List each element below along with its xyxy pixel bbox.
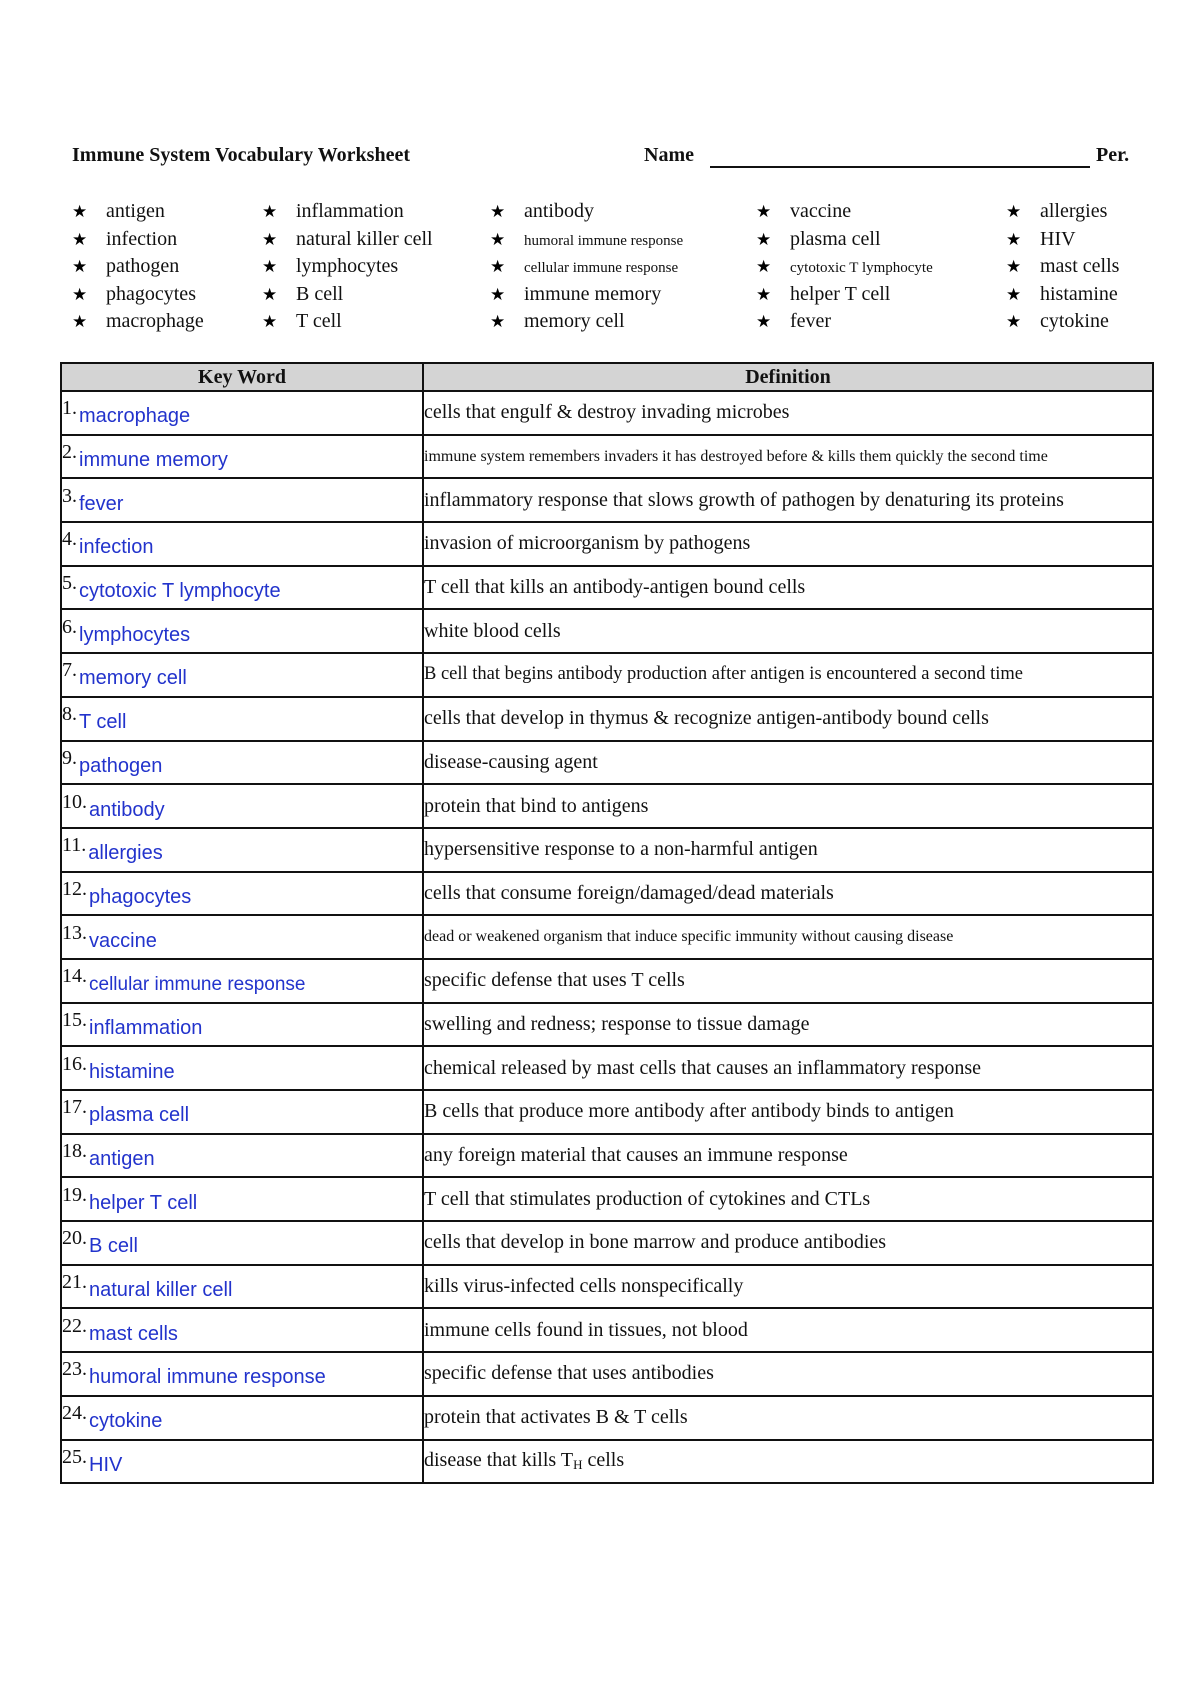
definition-cell: hypersensitive response to a non-harmful antigen bbox=[423, 828, 1153, 872]
definition-cell: protein that activates B & T cells bbox=[423, 1396, 1153, 1440]
answer-term: allergies bbox=[88, 842, 163, 865]
definition-cell: chemical released by mast cells that causes an inflammatory response bbox=[423, 1046, 1153, 1090]
table-header-row bbox=[61, 363, 1153, 391]
answer-term: humoral immune response bbox=[89, 1366, 326, 1389]
table-row bbox=[61, 784, 1153, 828]
table-row bbox=[61, 1134, 1153, 1178]
keyword-cell[interactable] bbox=[61, 784, 423, 828]
keyword-cell[interactable] bbox=[61, 872, 423, 916]
table-row bbox=[61, 1352, 1153, 1396]
word-bank-item: ★ fever bbox=[756, 308, 933, 336]
answer-term: cytokine bbox=[89, 1410, 163, 1433]
table-row bbox=[61, 478, 1153, 522]
definition-cell: inflammatory response that slows growth of pathogen by denaturing its proteins bbox=[423, 478, 1153, 522]
word-bank-item: ★ cellular immune response bbox=[490, 253, 683, 281]
word-bank-item: ★ phagocytes bbox=[72, 281, 204, 309]
answer-term: pathogen bbox=[79, 754, 163, 777]
vocabulary-table bbox=[60, 362, 1154, 1484]
word-bank-item: ★ natural killer cell bbox=[262, 226, 433, 254]
answer-term: natural killer cell bbox=[89, 1279, 233, 1302]
table-row bbox=[61, 391, 1153, 435]
word-bank-column bbox=[1006, 198, 1119, 336]
definition-cell: protein that bind to antigens bbox=[423, 784, 1153, 828]
row-number: 20. bbox=[62, 1227, 87, 1250]
table-row bbox=[61, 1265, 1153, 1309]
keyword-cell[interactable] bbox=[61, 1308, 423, 1352]
table-row bbox=[61, 1177, 1153, 1221]
answer-term: antigen bbox=[89, 1148, 155, 1171]
definition-cell: T cell that stimulates production of cytokines and CTLs bbox=[423, 1177, 1153, 1221]
star-icon: ★ bbox=[1006, 257, 1022, 276]
word-bank-item: ★ memory cell bbox=[490, 308, 683, 336]
row-number: 21. bbox=[62, 1271, 87, 1294]
definition-cell: any foreign material that causes an immune response bbox=[423, 1134, 1153, 1178]
row-number: 25. bbox=[62, 1445, 87, 1468]
keyword-cell[interactable] bbox=[61, 566, 423, 610]
word-bank-item: ★ HIV bbox=[1006, 226, 1119, 254]
period-label: Per. bbox=[1096, 144, 1130, 166]
row-number: 4. bbox=[62, 528, 77, 551]
definition-cell: cells that develop in bone marrow and produce antibodies bbox=[423, 1221, 1153, 1265]
answer-term: phagocytes bbox=[89, 885, 192, 908]
row-number: 11. bbox=[62, 834, 87, 857]
word-bank-item: ★ T cell bbox=[262, 308, 433, 336]
table-row bbox=[61, 1308, 1153, 1352]
word-bank-column bbox=[72, 198, 204, 336]
star-icon: ★ bbox=[262, 257, 278, 276]
row-number: 12. bbox=[62, 877, 87, 900]
word-bank bbox=[72, 198, 1152, 338]
subscript: H bbox=[573, 1457, 583, 1473]
word-bank-item: ★ histamine bbox=[1006, 281, 1119, 309]
answer-term: memory cell bbox=[79, 667, 187, 690]
star-icon: ★ bbox=[490, 257, 506, 276]
worksheet-header bbox=[72, 144, 1140, 172]
word-bank-item: ★ inflammation bbox=[262, 198, 433, 226]
table-row bbox=[61, 1221, 1153, 1265]
answer-term: antibody bbox=[89, 798, 165, 821]
word-bank-item: ★ antigen bbox=[72, 198, 204, 226]
worksheet-title: Immune System Vocabulary Worksheet bbox=[72, 144, 410, 166]
star-icon: ★ bbox=[262, 229, 278, 249]
word-bank-item: ★ B cell bbox=[262, 281, 433, 309]
row-number: 2. bbox=[62, 441, 77, 464]
keyword-cell[interactable] bbox=[61, 522, 423, 566]
definition-cell: disease that kills $T_H$ cells bbox=[423, 1440, 1153, 1484]
keyword-cell[interactable] bbox=[61, 915, 423, 959]
answer-term: infection bbox=[79, 536, 154, 559]
table-row bbox=[61, 915, 1153, 959]
table-row bbox=[61, 653, 1153, 697]
table-row bbox=[61, 1003, 1153, 1047]
definition-cell: specific defense that uses T cells bbox=[423, 959, 1153, 1003]
table-row bbox=[61, 1396, 1153, 1440]
word-bank-item: ★ helper T cell bbox=[756, 281, 933, 309]
definition-column-header: Definition bbox=[423, 363, 1153, 391]
row-number: 15. bbox=[62, 1008, 87, 1031]
table-row bbox=[61, 522, 1153, 566]
row-number: 7. bbox=[62, 659, 77, 682]
word-bank-column bbox=[756, 198, 933, 336]
definition-cell: white blood cells bbox=[423, 609, 1153, 653]
definition-cell: B cells that produce more antibody after antibody binds to antigen bbox=[423, 1090, 1153, 1134]
definition-cell: immune system remembers invaders it has destroyed before & kills them quickly the second time bbox=[423, 435, 1153, 479]
keyword-cell[interactable] bbox=[61, 1221, 423, 1265]
star-icon: ★ bbox=[756, 229, 772, 249]
word-bank-item: ★ allergies bbox=[1006, 198, 1119, 226]
definition-cell: T cell that kills an antibody-antigen bound cells bbox=[423, 566, 1153, 610]
star-icon: ★ bbox=[1006, 284, 1022, 304]
star-icon: ★ bbox=[490, 229, 506, 249]
keyword-cell[interactable] bbox=[61, 435, 423, 479]
table-row bbox=[61, 435, 1153, 479]
row-number: 16. bbox=[62, 1052, 87, 1075]
keyword-cell[interactable] bbox=[61, 959, 423, 1003]
answer-term: cellular immune response bbox=[89, 974, 306, 996]
star-icon: ★ bbox=[756, 312, 772, 331]
star-icon: ★ bbox=[262, 284, 278, 304]
keyword-cell[interactable] bbox=[61, 609, 423, 653]
name-label: Name bbox=[644, 144, 694, 166]
table-row bbox=[61, 959, 1153, 1003]
keyword-cell[interactable] bbox=[61, 391, 423, 435]
word-bank-item: ★ mast cells bbox=[1006, 253, 1119, 281]
word-bank-item: ★ infection bbox=[72, 226, 204, 254]
word-bank-item: ★ humoral immune response bbox=[490, 226, 683, 254]
table-row bbox=[61, 1046, 1153, 1090]
table-row bbox=[61, 828, 1153, 872]
answer-term: plasma cell bbox=[89, 1104, 190, 1127]
row-number: 23. bbox=[62, 1358, 87, 1381]
word-bank-column bbox=[262, 198, 433, 336]
keyword-column-header: Key Word bbox=[61, 363, 423, 391]
answer-term: mast cells bbox=[89, 1322, 178, 1345]
answer-term: fever bbox=[79, 492, 124, 515]
word-bank-column bbox=[490, 198, 683, 336]
star-icon: ★ bbox=[1006, 312, 1022, 331]
row-number: 8. bbox=[62, 703, 77, 726]
keyword-cell[interactable] bbox=[61, 1396, 423, 1440]
table-row bbox=[61, 1440, 1153, 1484]
row-number: 22. bbox=[62, 1314, 87, 1337]
table-row bbox=[61, 1090, 1153, 1134]
answer-term: histamine bbox=[89, 1060, 175, 1083]
answer-term: T cell bbox=[79, 711, 127, 734]
definition-cell: disease-causing agent bbox=[423, 741, 1153, 785]
star-icon: ★ bbox=[756, 202, 772, 221]
word-bank-item: ★ immune memory bbox=[490, 281, 683, 309]
answer-term: cytotoxic T lymphocyte bbox=[79, 580, 281, 603]
name-line[interactable] bbox=[710, 166, 1090, 168]
answer-term: vaccine bbox=[89, 929, 157, 952]
answer-term: lymphocytes bbox=[79, 623, 191, 646]
star-icon: ★ bbox=[490, 202, 506, 221]
row-number: 6. bbox=[62, 615, 77, 638]
word-bank-item: ★ macrophage bbox=[72, 308, 204, 336]
answer-term: immune memory bbox=[79, 449, 228, 472]
star-icon: ★ bbox=[756, 284, 772, 304]
definition-cell: cells that consume foreign/damaged/dead materials bbox=[423, 872, 1153, 916]
table-row bbox=[61, 741, 1153, 785]
star-icon: ★ bbox=[1006, 229, 1022, 249]
table-row bbox=[61, 872, 1153, 916]
table-row bbox=[61, 566, 1153, 610]
keyword-cell[interactable] bbox=[61, 741, 423, 785]
answer-term: B cell bbox=[89, 1235, 138, 1258]
word-bank-item: ★ plasma cell bbox=[756, 226, 933, 254]
star-icon: ★ bbox=[262, 312, 278, 331]
word-bank-item: ★ pathogen bbox=[72, 253, 204, 281]
row-number: 3. bbox=[62, 484, 77, 507]
row-number: 18. bbox=[62, 1140, 87, 1163]
star-icon: ★ bbox=[72, 257, 88, 276]
star-icon: ★ bbox=[1006, 202, 1022, 221]
definition-cell: immune cells found in tissues, not blood bbox=[423, 1308, 1153, 1352]
row-number: 19. bbox=[62, 1183, 87, 1206]
definition-cell: invasion of microorganism by pathogens bbox=[423, 522, 1153, 566]
definition-cell: dead or weakened organism that induce specific immunity without causing disease bbox=[423, 915, 1153, 959]
row-number: 13. bbox=[62, 921, 87, 944]
word-bank-item: ★ cytotoxic T lymphocyte bbox=[756, 253, 933, 281]
definition-cell: cells that engulf & destroy invading microbes bbox=[423, 391, 1153, 435]
answer-term: HIV bbox=[89, 1453, 123, 1476]
star-icon: ★ bbox=[490, 312, 506, 331]
row-number: 14. bbox=[62, 965, 87, 988]
answer-term: helper T cell bbox=[89, 1191, 198, 1214]
keyword-cell[interactable] bbox=[61, 828, 423, 872]
keyword-cell[interactable] bbox=[61, 697, 423, 741]
table-row bbox=[61, 697, 1153, 741]
keyword-cell[interactable] bbox=[61, 1003, 423, 1047]
keyword-cell[interactable] bbox=[61, 1352, 423, 1396]
star-icon: ★ bbox=[490, 284, 506, 304]
keyword-cell[interactable] bbox=[61, 653, 423, 697]
definition-cell: swelling and redness; response to tissue damage bbox=[423, 1003, 1153, 1047]
star-icon: ★ bbox=[262, 202, 278, 221]
keyword-cell[interactable] bbox=[61, 1265, 423, 1309]
star-icon: ★ bbox=[756, 257, 772, 276]
definition-cell: cells that develop in thymus & recognize antigen-antibody bound cells bbox=[423, 697, 1153, 741]
keyword-cell[interactable] bbox=[61, 1090, 423, 1134]
word-bank-item: ★ cytokine bbox=[1006, 308, 1119, 336]
word-bank-item: ★ antibody bbox=[490, 198, 683, 226]
keyword-cell[interactable] bbox=[61, 1440, 423, 1484]
keyword-cell[interactable] bbox=[61, 1134, 423, 1178]
row-number: 24. bbox=[62, 1402, 87, 1425]
star-icon: ★ bbox=[72, 312, 88, 331]
definition-cell: B cell that begins antibody production after antigen is encountered a second time bbox=[423, 653, 1153, 697]
word-bank-item: ★ lymphocytes bbox=[262, 253, 433, 281]
row-number: 5. bbox=[62, 572, 77, 595]
row-number: 1. bbox=[62, 397, 77, 420]
word-bank-item: ★ vaccine bbox=[756, 198, 933, 226]
keyword-cell[interactable] bbox=[61, 1177, 423, 1221]
answer-term: inflammation bbox=[89, 1016, 203, 1039]
row-number: 10. bbox=[62, 790, 87, 813]
definition-cell: specific defense that uses antibodies bbox=[423, 1352, 1153, 1396]
star-icon: ★ bbox=[72, 284, 88, 304]
table-row bbox=[61, 609, 1153, 653]
row-number: 17. bbox=[62, 1096, 87, 1119]
definition-cell: kills virus-infected cells nonspecifically bbox=[423, 1265, 1153, 1309]
keyword-cell[interactable] bbox=[61, 478, 423, 522]
star-icon: ★ bbox=[72, 202, 88, 221]
star-icon: ★ bbox=[72, 229, 88, 249]
answer-term: macrophage bbox=[79, 405, 191, 428]
keyword-cell[interactable] bbox=[61, 1046, 423, 1090]
row-number: 9. bbox=[62, 746, 77, 769]
